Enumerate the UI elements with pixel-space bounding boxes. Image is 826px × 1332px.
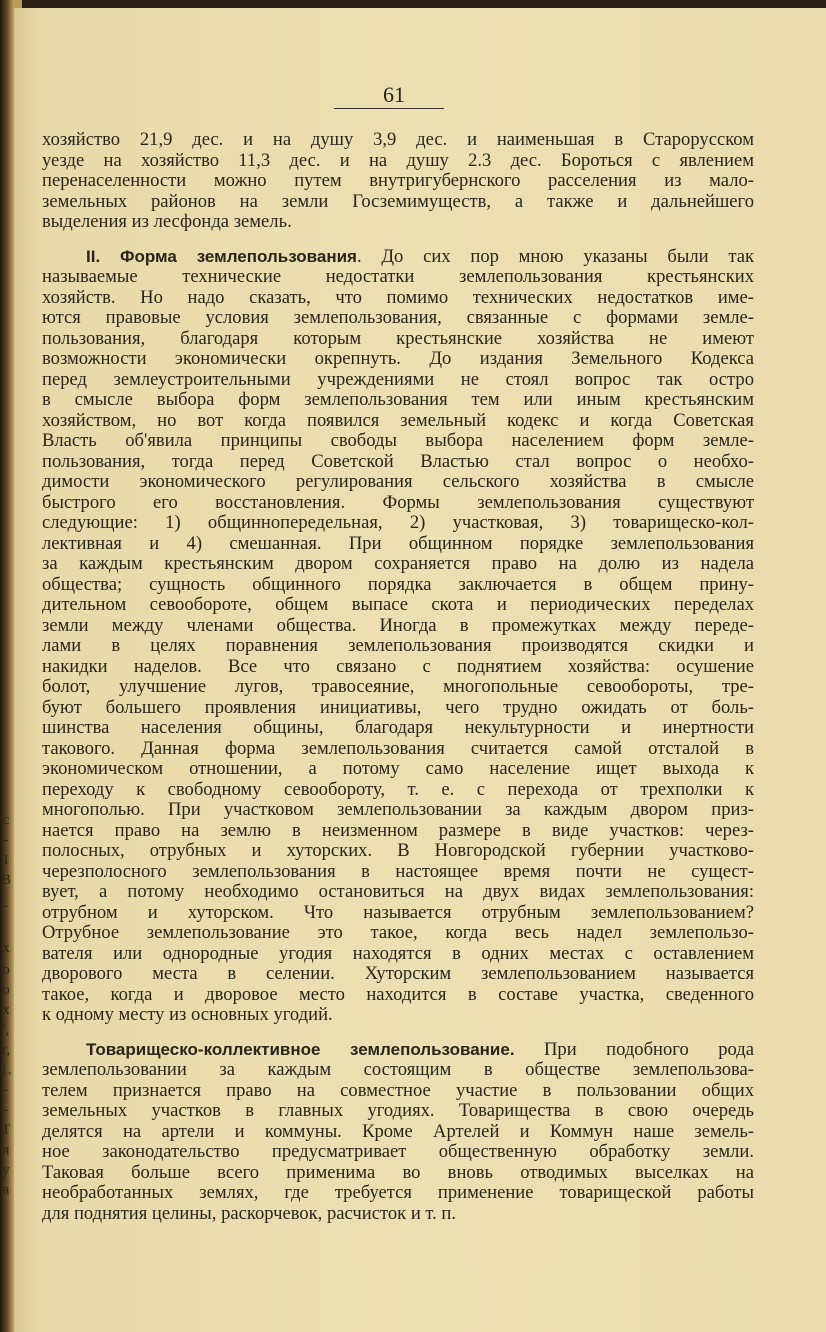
text-line: уезде на хозяйство 11,3 дес. и на душу 2.3 дес. Бороться с явлением: [42, 149, 754, 171]
text-line: полосных, отрубных и хуторских. В Новгородской губернии участково-: [42, 840, 754, 861]
text-line: пользования, тогда перед Советской Властью стал вопрос о необхо-: [42, 450, 754, 472]
text-line: ются правовые условия землепользования, связанные с формами земле-: [42, 307, 754, 328]
margin-fragment: c: [2, 812, 10, 828]
text-line: лективная и 4) смешанная. При общинном порядке землепользования: [42, 532, 754, 554]
text-line: необработанных землях, где требуется применение товарищеской работы: [42, 1182, 754, 1203]
text-line: выделения из лесфонда земель.: [42, 211, 292, 232]
text-line: Власть об'явила принципы свободы выбора населением форм земле-: [42, 430, 754, 451]
margin-fragment: x: [2, 1002, 10, 1018]
text-line: нается право на землю в неизменном размере в виде участков: через-: [42, 819, 754, 841]
margin-fragment: a: [2, 1182, 10, 1198]
text-line: возможности экономически окрепнуть. До издания Земельного Кодекса: [42, 348, 754, 369]
text-line: быстрого его восстановления. Формы землепользования существуют: [42, 491, 754, 513]
section-heading: II. Форма землепользования: [86, 246, 357, 266]
body-text: [42, 130, 754, 1224]
text-line: многополью. При участковом землепользовании за каждым двором приз-: [42, 799, 754, 820]
text-line: земельных районов на земли Госземимуществ, а также и дальнейшего: [42, 190, 754, 212]
text-line: перенаселенности можно путем внутригубернского расселения из мало-: [42, 170, 754, 191]
text-line: буют большего проявления инициативы, чего трудно ожидать от боль-: [42, 696, 754, 718]
text-line: черезполосного землепользования в настоящее время почти не сущест-: [42, 860, 754, 882]
margin-fragment: 1.: [0, 1062, 12, 1078]
text-line: II. Форма землепользования. До сих пор мною указаны были так: [86, 245, 755, 267]
text-line: хозяйство 21,9 дес. и на душу 3,9 дес. и наименьшая в Старорусском: [42, 129, 754, 150]
paragraph: [42, 247, 754, 1026]
text-line: болот, улучшение лугов, травосеяние, многопольные севообороты, тре-: [42, 676, 754, 697]
margin-fragment: ',: [2, 1022, 10, 1038]
page-number-rule: [334, 108, 444, 109]
text-line: следующие: 1) общиннопередельная, 2) участковая, 3) товарищеско-кол-: [42, 512, 754, 533]
text-line: ное законодательство предусматривает общественную обработку земли.: [42, 1141, 754, 1162]
text-line: отрубном и хуторском. Что называется отрубным землепользованием?: [42, 901, 754, 923]
text-line: шинства населения общины, благодаря некультурности и инертности: [42, 717, 754, 738]
text-line: пользования, благодаря которым крестьянские хозяйства не имеют: [42, 327, 754, 349]
margin-fragment: B: [0, 872, 11, 888]
text-line: вует, а потому необходимо остановиться на двух видах землепользования:: [42, 881, 754, 902]
margin-fragment: -: [3, 1082, 9, 1098]
text-line: перед землеустроительными учреждениями не стоял вопрос так остро: [42, 368, 754, 390]
text-line: землепользовании за каждым состоящим в обществе землепользова-: [42, 1059, 754, 1080]
margin-fragment: y: [2, 1162, 10, 1178]
margin-fragment: o: [2, 982, 10, 998]
margin-fragment: я: [2, 1142, 10, 1158]
text-line: к одному месту из основных угодий.: [42, 1004, 333, 1025]
text-line: телем признается право на совместное участие в пользовании общих: [42, 1079, 754, 1101]
text-line: земельных участков в главных угодиях. Товарищества в свою очередь: [42, 1100, 754, 1121]
margin-fragment: -: [3, 832, 9, 848]
paragraph: [42, 1040, 754, 1225]
text-line: дительном севообороте, общем выпасе скота и периодических переделах: [42, 594, 754, 615]
margin-fragment: 1: [2, 852, 10, 868]
text-line: делятся на артели и коммуны. Кроме Артелей и Коммун наше земель-: [42, 1120, 754, 1142]
text-line: переходу к свободному севообороту, т. е. с перехода от трехполки к: [42, 778, 754, 800]
margin-fragment: r,: [1, 1042, 11, 1058]
margin-fragment: -: [3, 898, 9, 914]
section-heading: Товарищеско-коллективное землепользование.: [86, 1039, 515, 1059]
text-line: дворового места в селении. Хуторским землепользованием называется: [42, 963, 754, 984]
page-number: 61: [383, 82, 405, 107]
text-line: в смысле выбора форм землепользования тем или иным крестьянским: [42, 389, 754, 410]
text-line: называемые технические недостатки землепользования крестьянских: [42, 266, 754, 287]
paragraph: [42, 130, 754, 233]
text-line: земли между членами общества. Иногда в промежутках между переде-: [42, 614, 754, 636]
margin-fragment: x: [2, 940, 10, 956]
text-line: Таковая больше всего применима во вновь отводимых выселках на: [42, 1161, 754, 1183]
margin-fragment: -: [3, 1102, 9, 1118]
margin-fragment: T: [1, 1122, 11, 1138]
text-line: за каждым крестьянским двором сохраняется право на долю из надела: [42, 553, 754, 574]
text-line: такового. Данная форма землепользования считается самой отсталой в: [42, 737, 754, 759]
text-line: для поднятия целины, раскорчевок, расчисток и т. п.: [42, 1202, 457, 1224]
text-line: димости экономического регулирования сельского хозяйства в смысле: [42, 471, 754, 492]
margin-fragment: b: [2, 962, 10, 978]
text-line: Отрубное землепользование это такое, когда весь надел землепользо-: [42, 922, 754, 943]
text-line: общества; сущность общинного порядка заключается в общем прину-: [42, 573, 754, 595]
text-line: лами в целях поравнения землепользования производятся скидки и: [42, 635, 754, 656]
document-page: [14, 8, 826, 1332]
text-line: такое, когда и дворовое место находится в составе участка, сведенного: [42, 983, 754, 1005]
text-line: хозяйств. Но надо сказать, что помимо технических недостатков име-: [42, 286, 754, 308]
text-line: хозяйством, но вот когда появился земельный кодекс и когда Советская: [42, 409, 754, 431]
text-line: Товарищеско-коллективное землепользование. При подобного рода: [86, 1038, 754, 1060]
text-line: экономическом отношении, а потому само население ищет выхода к: [42, 758, 754, 779]
text-line: накидки наделов. Все что связано с поднятием хозяйства: осушение: [42, 655, 754, 677]
text-line: вателя или однородные угодия находятся в одних местах с оставлением: [42, 942, 754, 964]
